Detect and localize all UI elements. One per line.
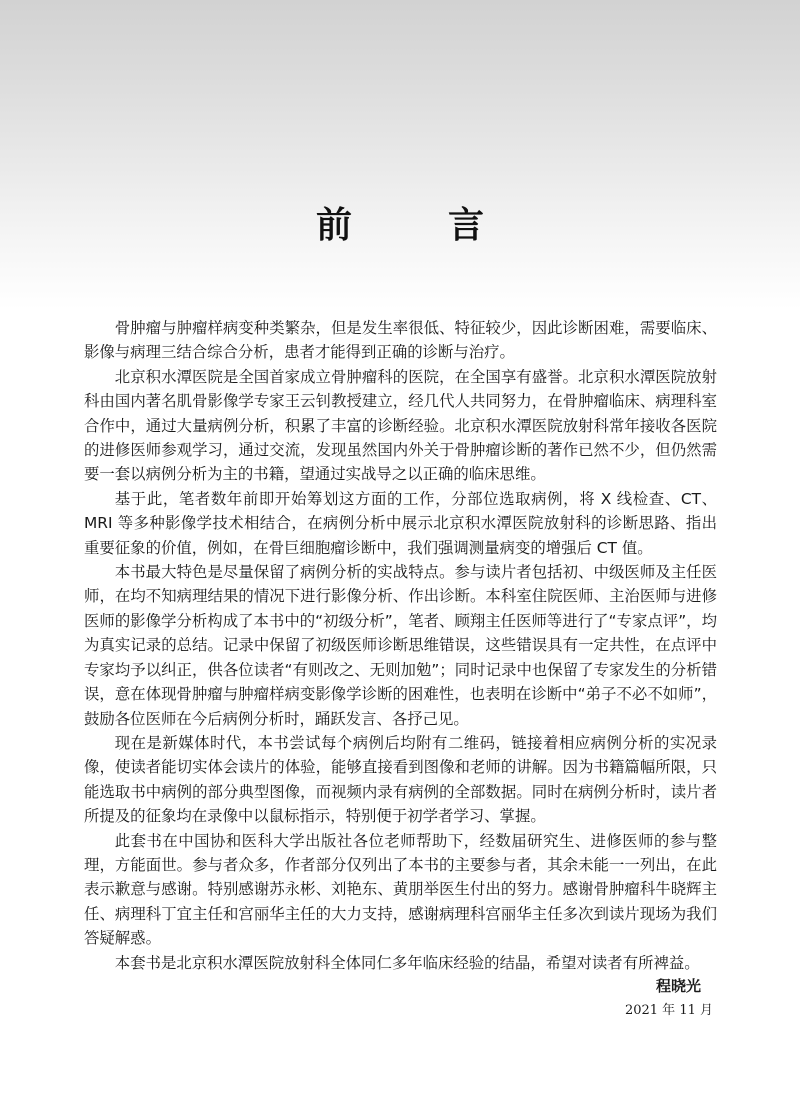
- signature-date: 2021 年 11 月: [624, 1003, 713, 1018]
- paragraph: 此套书在中国协和医科大学出版社各位老师帮助下，经数届研究生、进修医师的参与整理，方能面世。参与者众多，作者部分仅列出了本书的主要参与者，其余未能一一列出，在此表示歉意与感谢。特别感谢苏永彬、刘艳东、黄朋举医生付出的努力。感谢骨肿瘤科牛晓辉主任、病理科丁宜主任和宫丽华主任的大力支持，感谢病理科宫丽华主任多次到读片现场为我们答疑解惑。: [84, 831, 717, 948]
- paragraph: 本套书是北京积水潭医院放射科全体同仁多年临床经验的结晶，希望对读者有所裨益。: [114, 953, 700, 972]
- preface-body: [84, 316, 717, 975]
- paragraph: 北京积水潭医院是全国首家成立骨肿瘤科的医院，在全国享有盛誉。北京积水潭医院放射科由国内著名肌骨影像学专家王云钊教授建立，经几代人共同努力，在骨肿瘤临床、病理科室合作中，通过大量病例分析，积累了丰富的诊断经验。北京积水潭医院放射科常年接收各医院的进修医师参观学习，通过交流，发现虽然国内外关于骨肿瘤诊断的著作已然不少，但仍然需要一套以病例分析为主的书籍，望通过实战导之以正确的临床思维。: [84, 367, 717, 484]
- page-title: 前 言: [315, 204, 514, 246]
- paragraph: 本书最大特色是尽量保留了病例分析的实战特点。参与读片者包括初、中级医师及主任医师，在均不知病理结果的情况下进行影像分析、作出诊断。本科室住院医师、主治医师与进修医师的影像学分析构成了本书中的“初级分析”，笔者、顾翔主任医师等进行了“专家点评”，均为真实记录的总结。记录中保留了初级医师诊断思维错误，这些错误具有一定共性，在点评中专家均予以纠正，供各位读者“有则改之、无则加勉”；同时记录中也保留了专家发生的分析错误，意在体现骨肿瘤与肿瘤样病变影像学诊断的困难性，也表明在诊断中“弟子不必不如师”，鼓励各位医师在今后病例分析时，踊跃发言、各抒己见。: [84, 563, 717, 728]
- paragraph: 现在是新媒体时代，本书尝试每个病例后均附有二维码，链接着相应病例分析的实况录像，使读者能切实体会读片的体验，能够直接看到图像和老师的讲解。因为书籍篇幅所限，只能选取书中病例的部分典型图像，而视频内录有病例的全部数据。同时在病例分析时，读片者所提及的征象均在录像中以鼠标指示，特别便于初学者学习、掌握。: [84, 733, 717, 826]
- paragraph: 基于此，笔者数年前即开始筹划这方面的工作，分部位选取病例，将 X 线检查、CT、MRI 等多种影像学技术相结合，在病例分析中展示北京积水潭医院放射科的诊断思路、指出重要征象的价值，例如，在骨巨细胞瘤诊断中，我们强调测量病变的增强后 CT 值。: [84, 489, 717, 557]
- author-signature: 程晓光: [655, 977, 701, 995]
- paragraph: 骨肿瘤与肿瘤样病变种类繁杂，但是发生率很低、特征较少，因此诊断困难，需要临床、影像与病理三结合综合分析，患者才能得到正确的诊断与治疗。: [84, 319, 717, 362]
